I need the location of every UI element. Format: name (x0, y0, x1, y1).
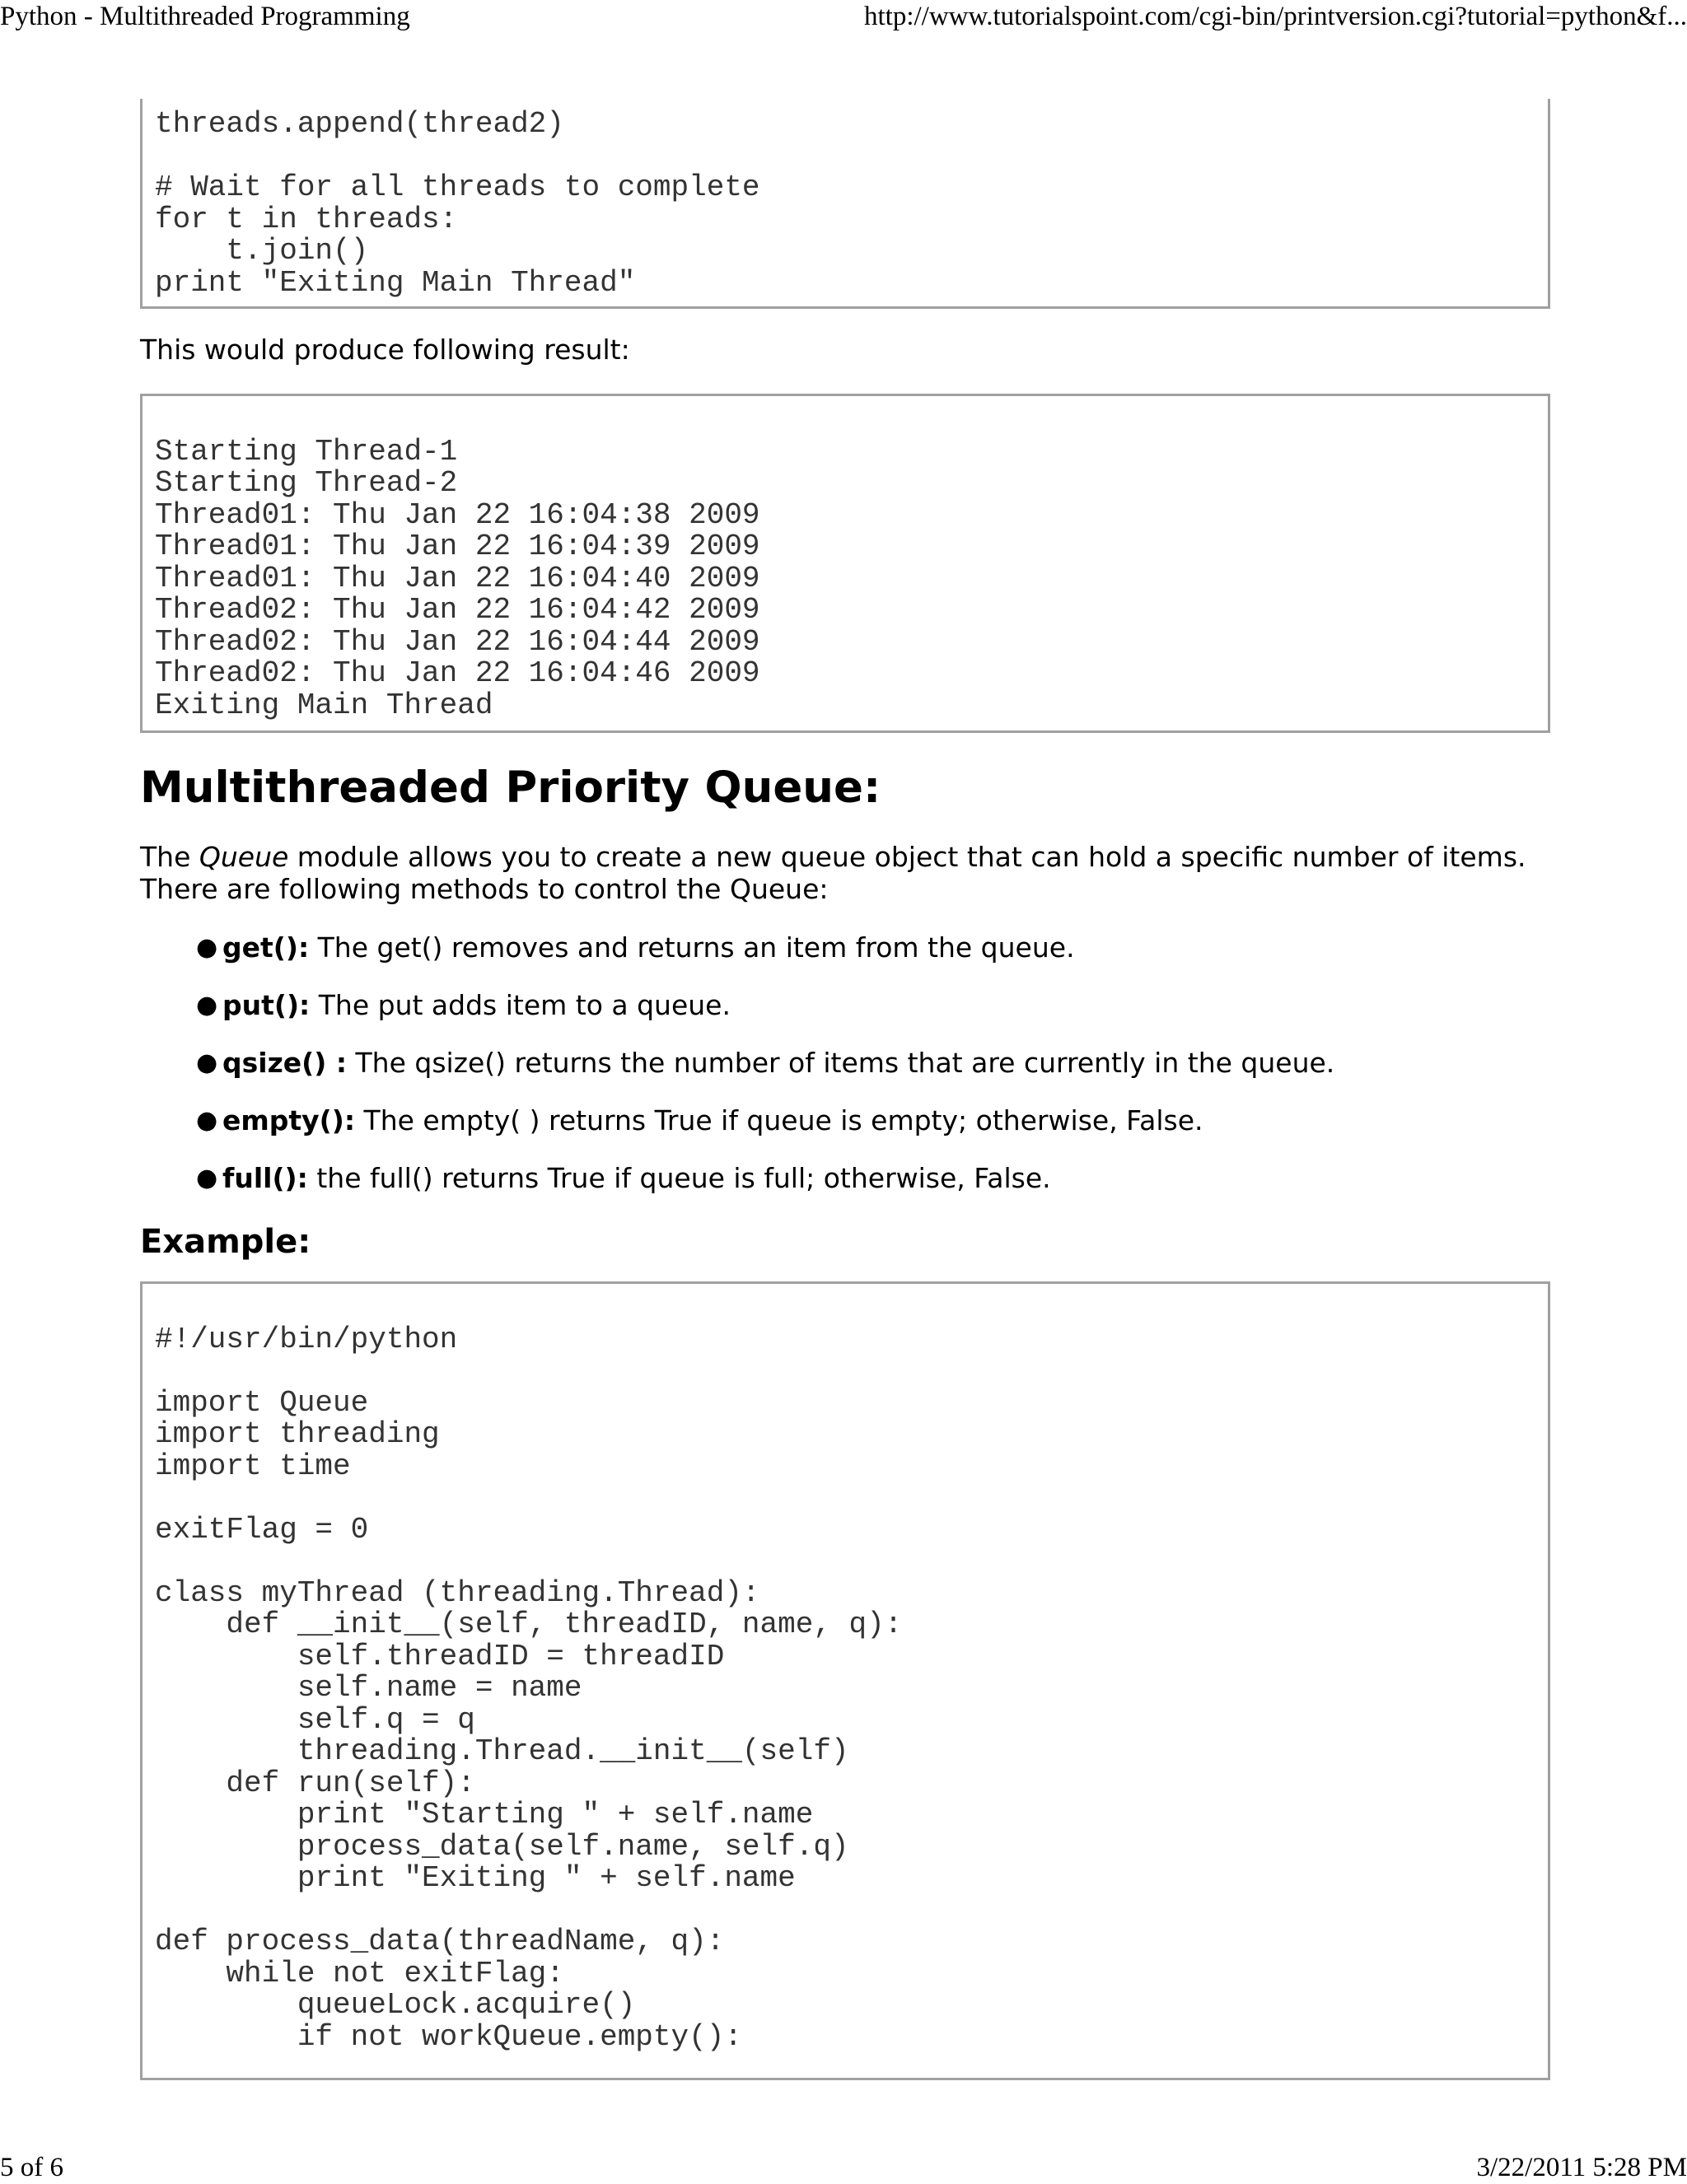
list-item (196, 931, 1540, 990)
bullet-icon: ● (196, 991, 218, 1020)
intro-before: The (140, 841, 199, 873)
code-block-continued (140, 99, 1550, 309)
list-item (196, 1047, 1540, 1105)
list-item (196, 1162, 1540, 1220)
method-desc: The qsize() returns the number of items that are currently in the queue. (347, 1047, 1335, 1079)
method-desc: the full() returns True if queue is full; otherwise, False. (307, 1162, 1051, 1194)
print-footer (0, 2151, 1687, 2184)
intro-after: module allows you to create a new queue object that can hold a specific number of items. There are following methods to control the Queue: (140, 841, 1526, 905)
output-text: Starting Thread-1 Starting Thread-2 Thread01: Thu Jan 22 16:04:38 2009 Thread01: Thu Jan 22 16:04:39 2009 Thread01: Thu Jan 22 16:04:40 2009 Thread02: Thu Jan 22 16:04:42 2009 Thread02: Thu Jan 22 16:04:44 2009 Thread02: Thu Jan 22 16:04:46 2009 Exiting Main Thread (155, 434, 760, 722)
example-heading: Example: (140, 1223, 311, 1261)
method-desc: The put adds item to a queue. (310, 989, 731, 1021)
bullet-icon: ● (196, 1164, 218, 1192)
methods-list (196, 931, 1540, 1220)
bullet-icon: ● (196, 933, 218, 962)
method-desc: The get() removes and returns an item from the queue. (309, 931, 1075, 964)
list-item (196, 1104, 1540, 1163)
code-text: threads.append(thread2) # Wait for all threads to complete for t in threads: t.join() print "Exiting Main Thread" (155, 107, 760, 300)
method-name: get(): (222, 931, 310, 964)
example-code-text: #!/usr/bin/python import Queue import threading import time exitFlag = 0 class myThread (threading.Thread): def __init__(self, threadID, name, q): self.threadID = threadID self.name = name self.q = q threading.Thread.__init__(self) def run(self): print "Starting " + self.name process_data(self.name, self.q) print "Exiting " + self.name def process_data(threadName, q): while not exitFlag: queueLock.acquire() if not workQueue.empty(): (155, 1322, 903, 2054)
example-code-block (140, 1281, 1550, 2080)
intro-paragraph (140, 842, 1550, 905)
method-name: put(): (222, 989, 311, 1021)
bullet-icon: ● (196, 1048, 218, 1077)
bullet-icon: ● (196, 1106, 218, 1135)
method-name: empty(): (222, 1104, 356, 1136)
output-block (140, 394, 1550, 733)
print-header (0, 0, 1687, 33)
result-intro: This would produce following result: (140, 334, 630, 366)
intro-emphasis: Queue (199, 841, 289, 873)
list-item (196, 989, 1540, 1048)
method-name: qsize() : (222, 1047, 348, 1079)
print-datetime: 3/22/2011 5:28 PM (1476, 2153, 1687, 2182)
method-name: full(): (222, 1162, 308, 1194)
page-number: 5 of 6 (0, 2153, 63, 2182)
section-heading: Multithreaded Priority Queue: (140, 763, 881, 813)
page-title: Python - Multithreaded Programming (0, 2, 410, 31)
page-url: http://www.tutorialspoint.com/cgi-bin/printversion.cgi?tutorial=python&f... (864, 2, 1687, 31)
method-desc: The empty( ) returns True if queue is empty; otherwise, False. (355, 1104, 1203, 1136)
